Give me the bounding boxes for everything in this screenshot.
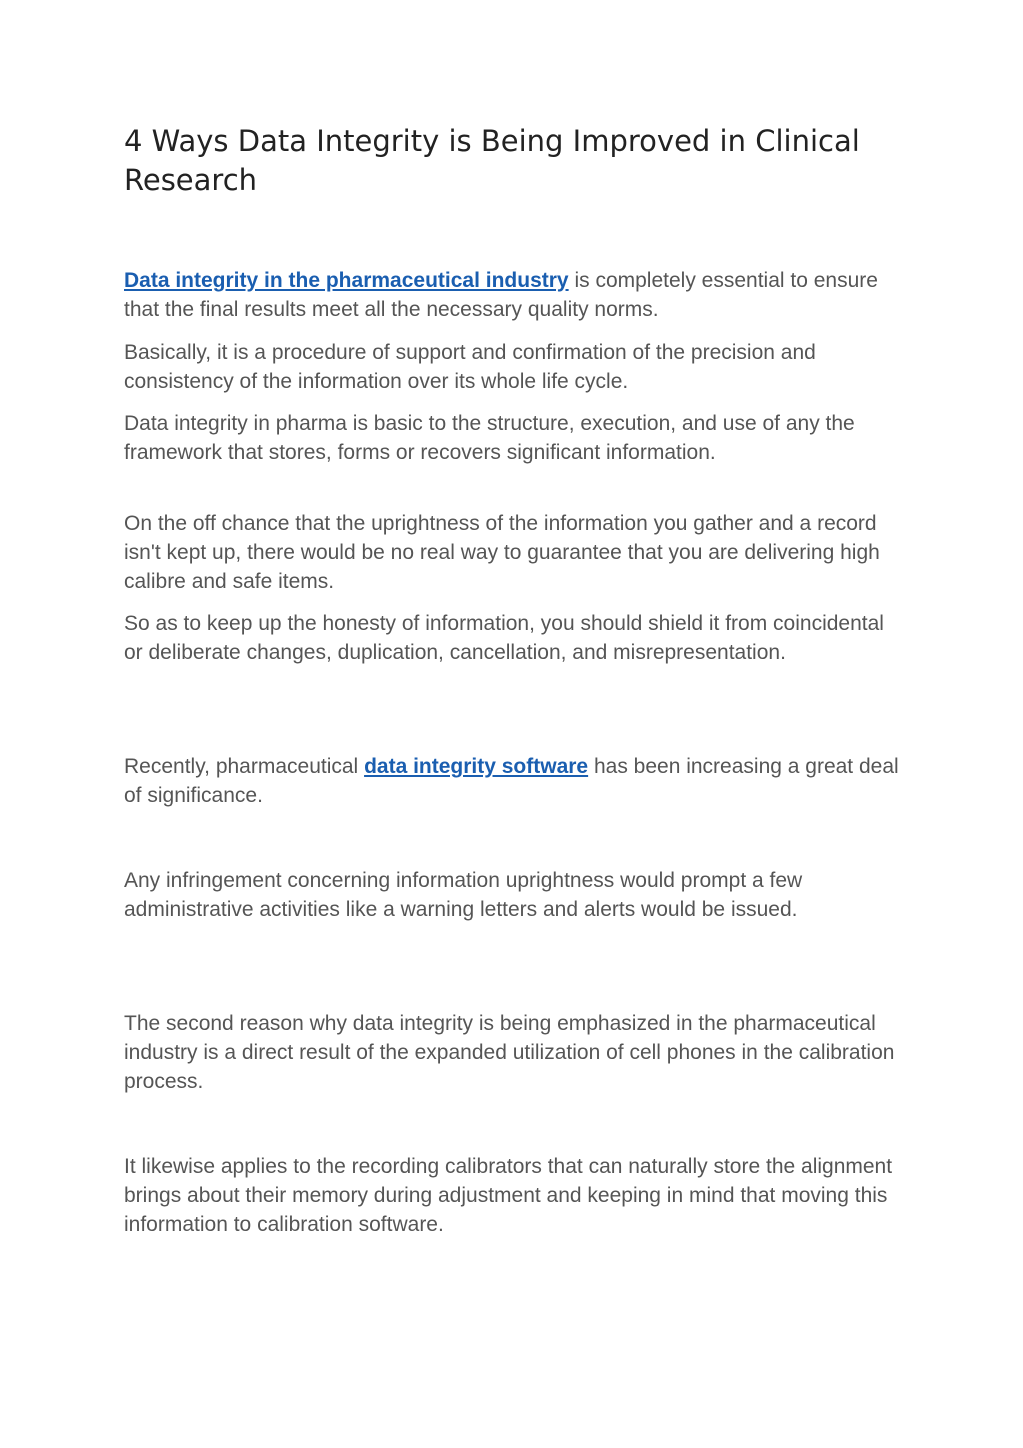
paragraph-intro (124, 266, 904, 324)
paragraph-data-integrity-pharma: Data integrity in pharma is basic to the structure, execution, and use of any the framework that stores, forms or recovers significant information. (124, 412, 855, 464)
paragraph-text: Recently, pharmaceutical (124, 755, 365, 778)
paragraph-basically: Basically, it is a procedure of support and confirmation of the precision and consistency of the information over its whole life cycle. (124, 341, 816, 393)
link-data-integrity-pharma[interactable]: Data integrity in the pharmaceutical industry (124, 269, 569, 292)
paragraph-second-reason: The second reason why data integrity is being emphasized in the pharmaceutical industry is a direct result of the expanded utilization of cell phones in the calibration process. (124, 1012, 895, 1093)
document-title: 4 Ways Data Integrity is Being Improved in Clinical Research (124, 124, 860, 197)
paragraph-recently (124, 752, 904, 810)
paragraph-off-chance: On the off chance that the uprightness of the information you gather and a record isn't kept up, there would be no real way to guarantee that you are delivering high calibre and safe items. (124, 512, 880, 593)
paragraph-likewise: It likewise applies to the recording calibrators that can naturally store the alignment brings about their memory during adjustment and keeping in mind that moving this information to calibration software. (124, 1155, 893, 1236)
paragraph-text: has been increasing a great deal of significance. (124, 755, 899, 807)
paragraph-honesty: So as to keep up the honesty of information, you should shield it from coincidental or deliberate changes, duplication, cancellation, and misrepresentation. (124, 612, 884, 664)
link-data-integrity-software[interactable]: data integrity software (364, 755, 589, 778)
paragraph-infringement: Any infringement concerning information uprightness would prompt a few administrative activities like a warning letters and alerts would be issued. (124, 869, 803, 921)
paragraph-text: is completely essential to ensure that the final results meet all the necessary quality norms. (124, 269, 878, 321)
